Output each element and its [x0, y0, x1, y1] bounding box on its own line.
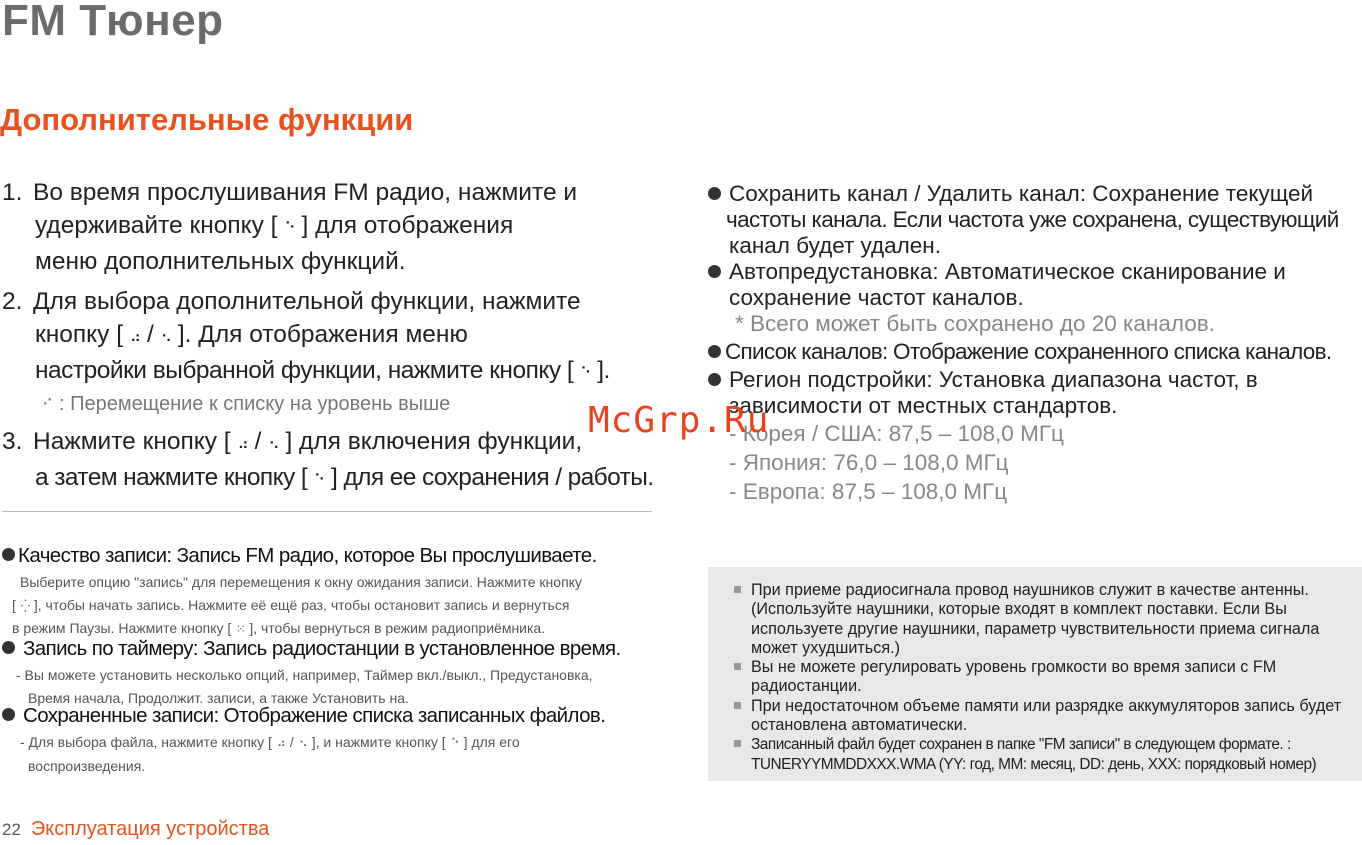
up-icon: ⠴	[276, 736, 285, 750]
bullet-title: Качество записи: Запись FM радио, которое Вы прослушиваете.	[18, 544, 597, 567]
bullet-icon	[2, 548, 15, 561]
step-2	[2, 285, 662, 418]
step-text: ] для отображения	[301, 212, 514, 239]
divider	[2, 511, 652, 512]
footer-section: Эксплуатация устройства	[30, 818, 270, 840]
bullet-text: сохранение частот каналов.	[729, 285, 1024, 310]
step-text: /	[147, 321, 154, 348]
page-number: 22	[2, 820, 21, 839]
select-icon: ⠑	[314, 472, 325, 489]
step-text: ]. Для отображения меню	[177, 321, 468, 348]
step-text: Во время прослушивания FM радио, нажмите и	[33, 179, 578, 206]
region-europe: - Европа: 87,5 – 108,0 МГц	[729, 479, 1008, 504]
select-icon: ⠑	[284, 220, 295, 237]
square-bullet-icon	[734, 586, 741, 593]
bullet-autopreset	[708, 259, 1362, 337]
note-item	[732, 735, 1354, 774]
bullet-text: Автопредустановка: Автоматическое сканирование и	[729, 259, 1286, 284]
watermark: McGrp.Ru	[588, 400, 770, 441]
bullet-icon	[2, 708, 15, 721]
up-icon: ⠴	[237, 436, 248, 453]
note-text: При недостаточном объеме памяти или разрядке аккумуляторов запись будет остановлена автоматически.	[751, 696, 1342, 735]
rec-icon: ⁛	[20, 598, 30, 613]
bullet-icon	[708, 187, 721, 200]
note-text: Вы не можете регулировать уровень громкости во время записи с FM радиостанции.	[751, 658, 1277, 696]
step-text: удерживайте кнопку [	[35, 212, 278, 239]
up-icon: ⠴	[130, 329, 140, 346]
step-text: Для выбора дополнительной функции, нажмите	[33, 288, 581, 315]
bullet-text: ], и нажмите кнопку [	[311, 734, 446, 750]
bullet-note: * Всего может быть сохранено до 20 каналов.	[735, 311, 1215, 336]
bullet-icon	[708, 373, 721, 386]
step-text: Нажмите кнопку [	[33, 428, 231, 455]
step-text: меню дополнительных функций.	[35, 248, 406, 275]
square-bullet-icon	[734, 740, 741, 747]
down-icon: ⠢	[268, 436, 279, 453]
bullet-text: в режим Паузы. Нажмите кнопку [	[12, 620, 232, 636]
back-icon: ⁙	[235, 622, 245, 636]
step-number: 1.	[2, 179, 23, 206]
bullet-text: - Для выбора файла, нажмите кнопку [	[20, 734, 272, 750]
bullet-text: Выберите опцию "запись" для перемещения к окну ожидания записи. Нажмите кнопку	[20, 574, 582, 590]
down-icon: ⠢	[160, 329, 171, 346]
bullet-text: ] для его	[463, 734, 520, 750]
bullet-text: канал будет удален.	[729, 233, 941, 258]
bullet-text: [	[12, 596, 16, 613]
step-number: 3.	[2, 428, 23, 455]
note-item	[732, 697, 1354, 736]
bullet-text: Список каналов: Отображение сохраненного списка каналов.	[725, 339, 1332, 364]
step-text: ] для ее сохранения / работы.	[331, 464, 654, 491]
bullet-text: /	[289, 734, 294, 750]
down-icon: ⠢	[298, 736, 307, 750]
step-text: ].	[597, 357, 610, 384]
bullet-text: Регион подстройки: Установка диапазона частот, в	[729, 367, 1258, 392]
step-text: настройки выбранной функции, нажмите кнопку [	[35, 357, 574, 384]
step-3	[2, 425, 662, 497]
bullet-channel-list	[708, 339, 1362, 365]
bullet-icon	[2, 641, 15, 654]
note-text: При приеме радиосигнала провод наушников служит в качестве антенны. (Используйте наушники, которые входят в комплект поставки. Если Вы используете другие наушники, параметр чувствительности приема сигнала может ухудшиться.)	[751, 581, 1320, 657]
back-icon: ⠊	[42, 397, 52, 414]
bullet-text: частоты канала. Если частота уже сохранена, существующий	[726, 207, 1339, 232]
bullet-saved-recs	[2, 703, 662, 777]
bullet-text: Время начала, Продолжит. записи, а также Установить на.	[28, 689, 409, 706]
bullet-text: воспроизведения.	[28, 757, 146, 774]
bullet-text: зависимости от местных стандартов.	[729, 393, 1118, 418]
bullet-icon	[708, 345, 721, 358]
notes-box	[708, 567, 1362, 781]
step-text: кнопку [	[35, 321, 123, 348]
square-bullet-icon	[734, 663, 741, 670]
bullet-region	[708, 367, 1362, 506]
step-1	[2, 176, 662, 278]
step-number: 2.	[2, 288, 23, 315]
bullet-text: - Вы можете установить несколько опций, например, Таймер вкл./выкл., Предустановка,	[16, 667, 593, 683]
bullet-save-channel	[708, 181, 1362, 259]
step-text: ] для включения функции,	[285, 428, 583, 455]
step-note: : Перемещение к списку на уровень выше	[59, 393, 451, 415]
bullet-title: Запись по таймеру: Запись радиостанции в установленное время.	[23, 637, 621, 660]
footer	[2, 818, 269, 841]
step-text: /	[254, 428, 262, 455]
select-icon: ⠑	[450, 736, 459, 750]
note-item	[732, 581, 1354, 658]
bullet-text: ], чтобы вернуться в режим радиоприёмника.	[249, 620, 546, 636]
note-text: Записанный файл будет сохранен в папке "FM записи" в следующем формате. : TUNERYYMMDDXXX.WMA (YY: год, MM: месяц, DD: день, XXX: порядковый номер)	[751, 736, 1317, 773]
step-text: а затем нажмите кнопку [	[35, 464, 308, 491]
select-icon: ⠑	[580, 365, 591, 382]
bullet-timer-rec	[2, 636, 662, 709]
bullet-rec-quality	[2, 543, 662, 641]
bullet-title: Сохраненные записи: Отображение списка записанных файлов.	[23, 704, 606, 727]
square-bullet-icon	[734, 702, 741, 709]
section-title: Дополнительные функции	[0, 102, 414, 137]
page-title: FM Тюнер	[2, 0, 224, 45]
region-japan: - Япония: 76,0 – 108,0 МГц	[729, 450, 1009, 475]
bullet-text: Сохранить канал / Удалить канал: Сохранение текущей	[729, 181, 1314, 206]
bullet-icon	[708, 265, 721, 278]
note-item	[732, 658, 1354, 697]
bullet-text: ], чтобы начать запись. Нажмите её ещё раз, чтобы остановит запись и вернуться	[33, 596, 570, 613]
region-korea-usa: - Корея / США: 87,5 – 108,0 МГц	[729, 421, 1064, 446]
